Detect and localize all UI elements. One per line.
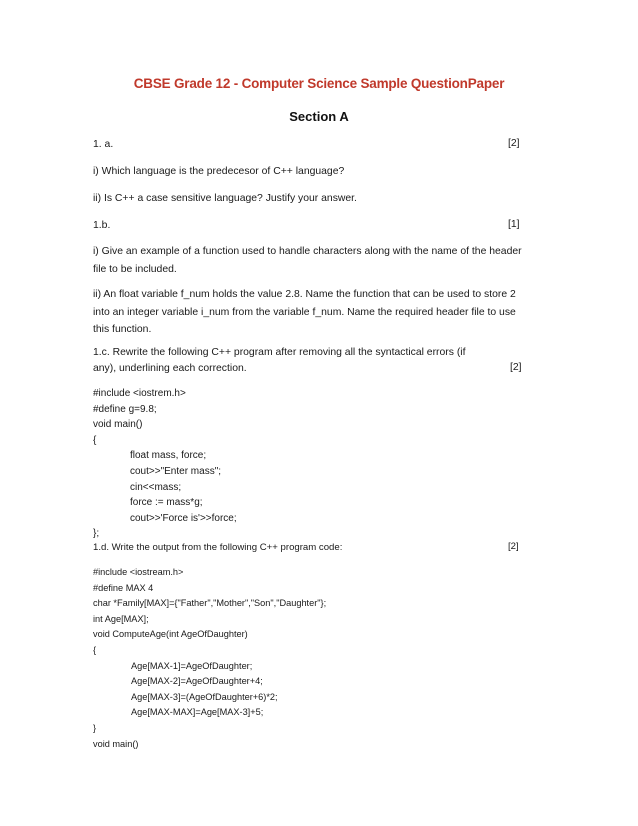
q1b-label: 1.b. (93, 220, 111, 231)
code-line: float mass, force; (130, 450, 207, 462)
code-line: #include <iostrem.h> (93, 388, 186, 399)
code-line: } (93, 722, 97, 733)
code-line: #include <iostream.h> (93, 567, 184, 577)
code-line: cin<<mass; (130, 481, 182, 493)
code-line: { (93, 434, 97, 446)
code-line: void ComputeAge(int AgeOfDaughter) (93, 629, 248, 640)
code-line: int Age[MAX]; (93, 613, 149, 624)
code-line: force := mass*g; (130, 497, 203, 509)
code-line: Age[MAX-2]=AgeOfDaughter+4; (131, 676, 263, 687)
q1b-part-i-line2: file to be included. (93, 264, 177, 275)
q1a-marks: [2] (508, 138, 520, 149)
q1c-code-block (93, 386, 237, 542)
section-heading: Section A (289, 109, 349, 124)
q1b-part-ii-line2: into an integer variable i_num from the variable f_num. Name the required header file to use (93, 307, 516, 318)
code-line: cout>>'Force is'>>force; (130, 512, 237, 524)
code-line: cout>>"Enter mass"; (130, 465, 222, 477)
q1a-label: 1. a. (93, 139, 114, 150)
q1a-part-i: i) Which language is the predecesor of C++ language? (93, 166, 345, 177)
code-line: #define MAX 4 (93, 582, 154, 593)
code-line: char *Family[MAX]={"Father","Mother","Son","Daughter"}; (93, 598, 327, 609)
q1b-part-ii-line1: ii) An float variable f_num holds the value 2.8. Name the function that can be used to store 2 (93, 289, 516, 300)
q1c-line1: 1.c. Rewrite the following C++ program after removing all the syntactical errors (if (93, 347, 466, 358)
q1d-marks: [2] (508, 541, 519, 552)
q1d-code-block (93, 565, 326, 752)
code-line: Age[MAX-1]=AgeOfDaughter; (131, 660, 253, 671)
code-line: }; (93, 528, 100, 540)
code-line: #define g=9.8; (93, 403, 157, 415)
code-line: Age[MAX-3]=(AgeOfDaughter+6)*2; (131, 691, 278, 702)
code-line: Age[MAX-MAX]=Age[MAX-3]+5; (131, 707, 264, 718)
q1c-marks: [2] (510, 362, 522, 373)
q1d-line: 1.d. Write the output from the following C++ program code: (93, 542, 343, 553)
q1b-part-ii-line3: this function. (93, 324, 152, 335)
paper-title: CBSE Grade 12 - Computer Science Sample QuestionPaper (133, 76, 505, 91)
q1b-part-i-line1: i) Give an example of a function used to handle characters along with the name of the header (93, 246, 522, 257)
code-line: void main() (93, 738, 139, 749)
q1a-part-ii: ii) Is C++ a case sensitive language? Justify your answer. (93, 193, 357, 204)
q1c-line2: any), underlining each correction. (93, 363, 247, 374)
q1b-marks: [1] (508, 219, 520, 230)
code-line: { (93, 644, 97, 655)
code-line: void main() (93, 419, 143, 431)
